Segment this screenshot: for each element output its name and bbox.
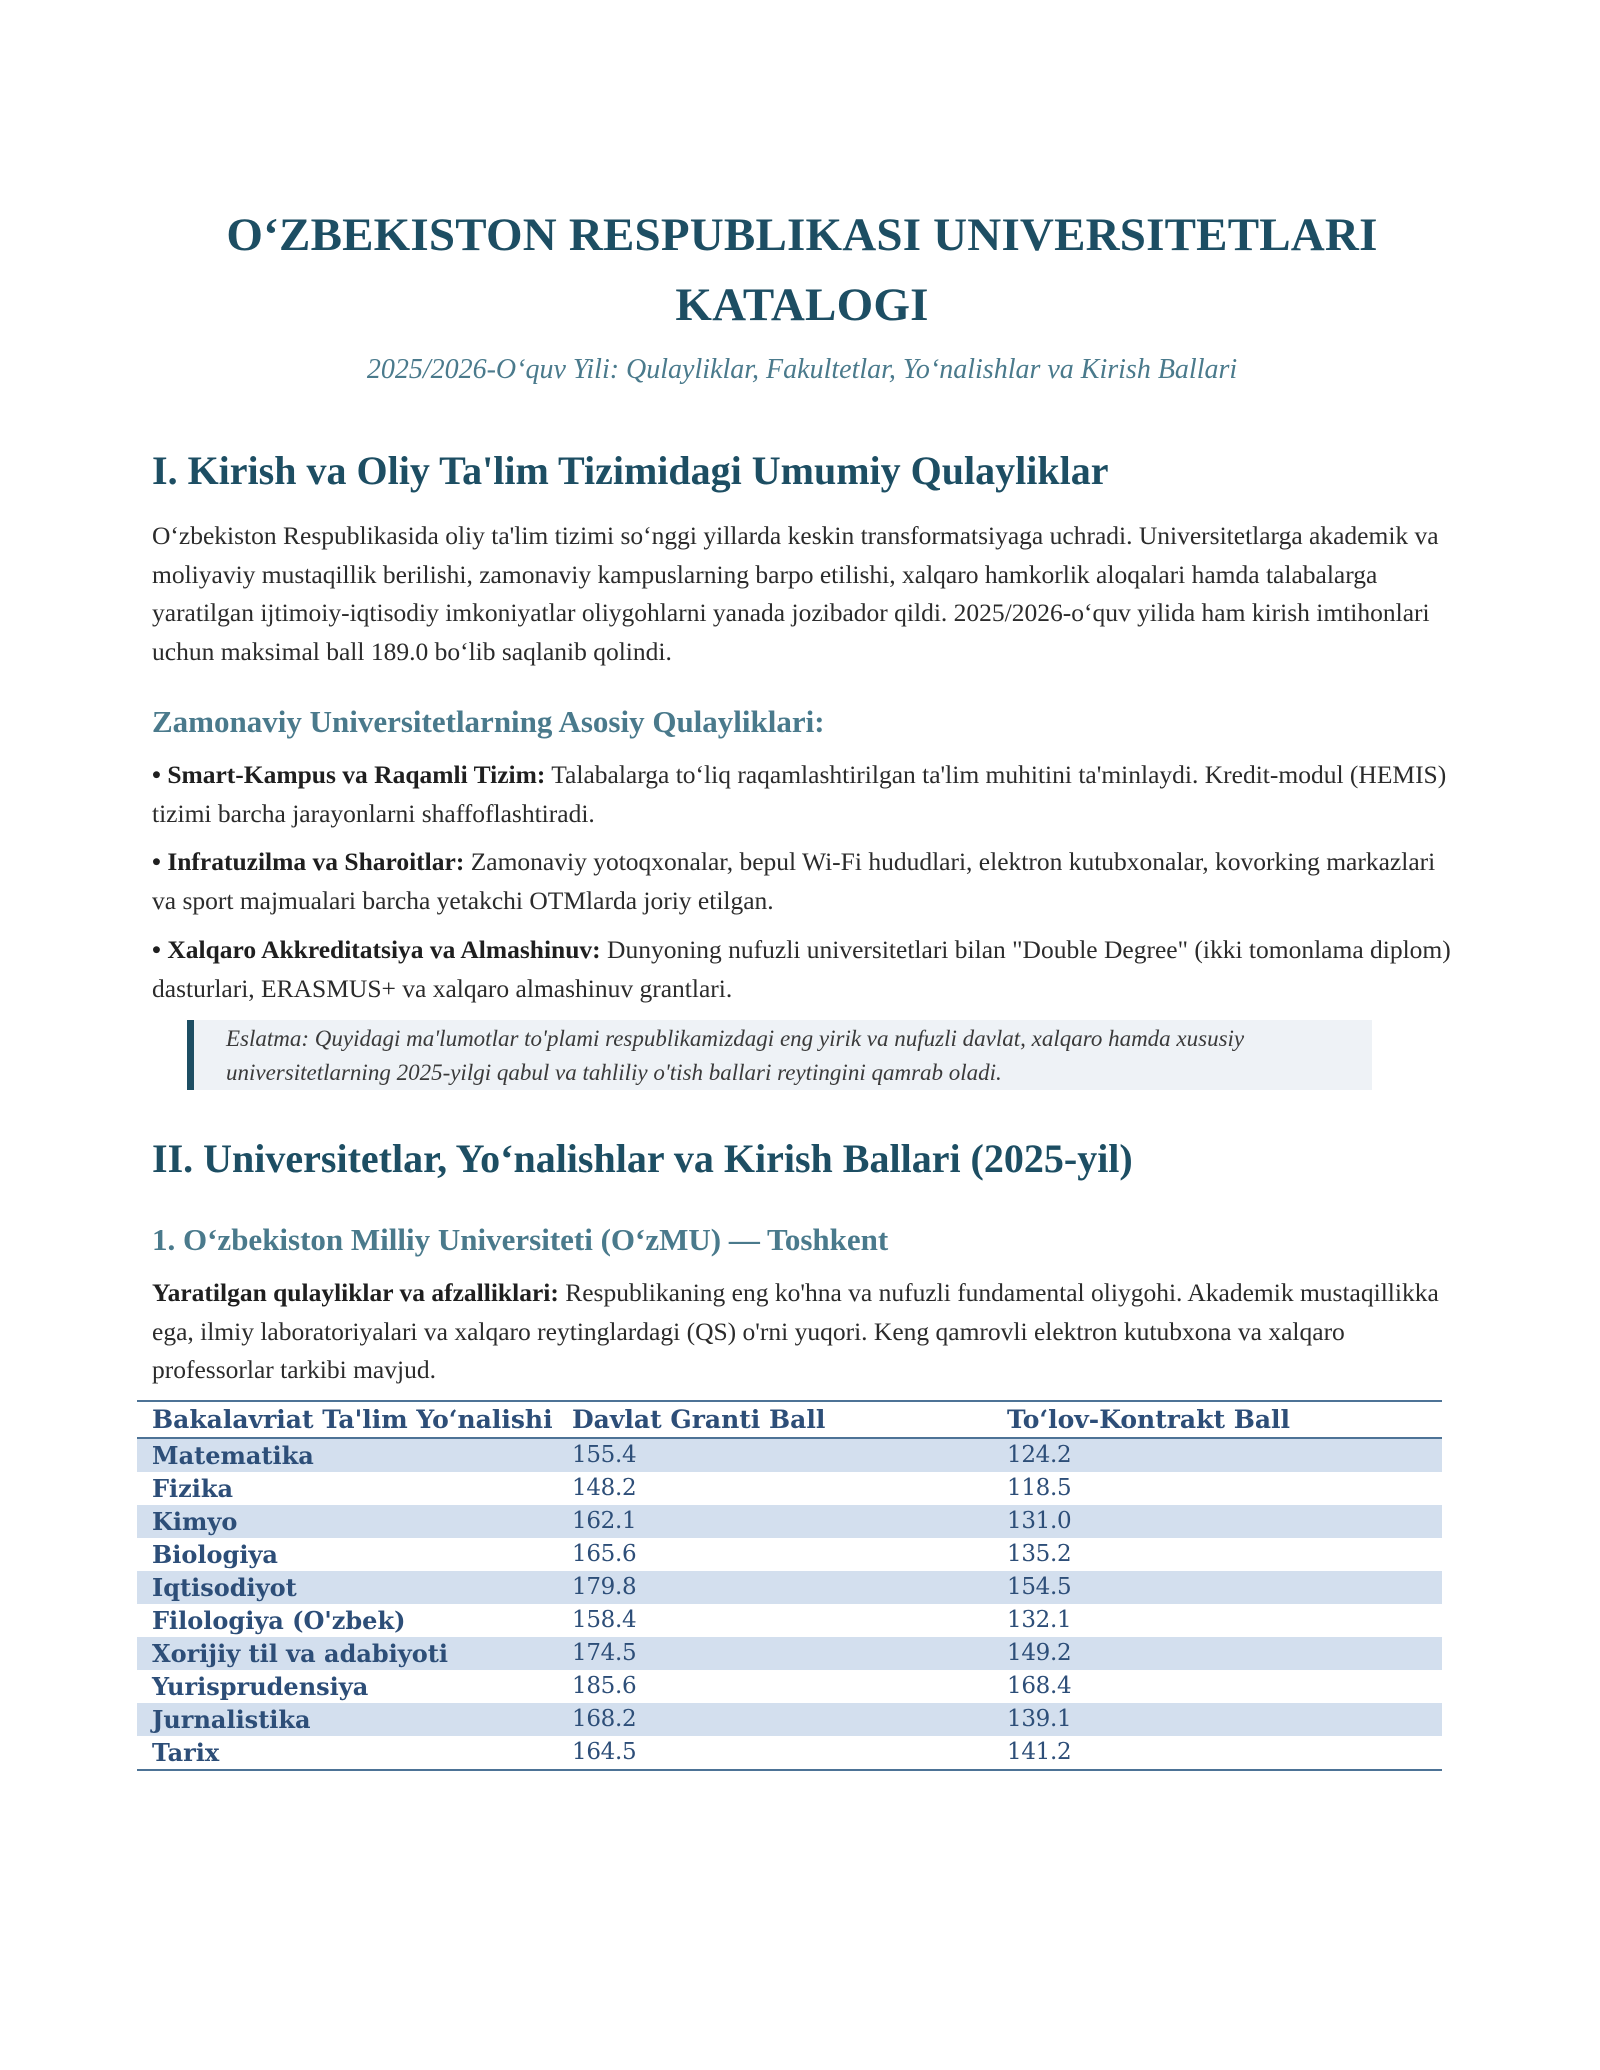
document-title-line1: O‘ZBEKISTON RESPUBLIKASI UNIVERSITETLARI [226,209,1378,261]
cell-contract-score: 131.0 [1007,1508,1072,1534]
cell-grant-score: 155.4 [572,1442,637,1468]
university-heading: 1. O‘zbekiston Milliy Universiteti (O‘zMU) — Toshkent [152,1222,889,1257]
cell-contract-score: 132.1 [1007,1607,1072,1633]
feature-item-accreditation [152,931,1462,1008]
table-row [137,1439,1442,1472]
cell-grant-score: 162.1 [572,1508,637,1534]
advantages-text: Respublikaning eng ko'hna va nufuzli fundamental oliygohi. Akademik mustaqillikka ega, ilmiy laboratoriyalari va xalqaro reytinglardagi (QS) o'rni yuqori. Keng qamrovli elektron kutubxona va xalqaro professorlar tarkibi mavjud. [152,1278,1439,1384]
feature-text: Talabalarga to‘liq raqamlashtirilgan ta'lim muhitini ta'minlaydi. Kredit-modul (HEMIS) tizimi barcha jarayonlarni shaffoflashtiradi. [152,760,1447,828]
section1-heading: I. Kirish va Oliy Ta'lim Tizimidagi Umumiy Qulayliklar [152,448,1109,493]
column-header-grant: Davlat Granti Ball [572,1405,826,1434]
table-header-row [137,1402,1442,1439]
cell-contract-score: 124.2 [1007,1442,1072,1468]
cell-contract-score: 141.2 [1007,1739,1072,1765]
cell-contract-score: 139.1 [1007,1706,1072,1732]
cell-contract-score: 149.2 [1007,1640,1072,1666]
cell-contract-score: 154.5 [1007,1574,1072,1600]
feature-label: Infratuzilma va Sharoitlar: [167,847,465,876]
university-advantages [152,1274,1462,1390]
feature-label: Smart-Kampus va Raqamli Tizim: [167,760,546,789]
table-body [137,1439,1442,1769]
cell-direction: Tarix [152,1738,220,1767]
cell-direction: Biologiya [152,1540,278,1569]
table-row [137,1505,1442,1538]
cell-direction: Filologiya (O'zbek) [152,1606,406,1635]
feature-item-infrastructure [152,843,1462,920]
cell-grant-score: 148.2 [572,1475,637,1501]
cell-grant-score: 174.5 [572,1640,637,1666]
cell-direction: Jurnalistika [152,1705,311,1734]
features-heading: Zamonaviy Universitetlarning Asosiy Qulayliklari: [152,704,825,739]
table-row [137,1670,1442,1703]
cell-grant-score: 179.8 [572,1574,637,1600]
table-row [137,1538,1442,1571]
feature-bullet: • [152,847,161,876]
cell-direction: Fizika [152,1474,234,1503]
feature-bullet: • [152,935,161,964]
table-row [137,1637,1442,1670]
table-row [137,1472,1442,1505]
cell-grant-score: 165.6 [572,1541,637,1567]
cell-grant-score: 185.6 [572,1673,637,1699]
column-header-contract: To‘lov-Kontrakt Ball [1007,1405,1291,1434]
feature-label: Xalqaro Akkreditatsiya va Almashinuv: [167,935,601,964]
cell-grant-score: 164.5 [572,1739,637,1765]
cell-direction: Kimyo [152,1507,238,1536]
admission-scores-table [137,1400,1442,1771]
document-subtitle: 2025/2026-O‘quv Yili: Qulayliklar, Fakultetlar, Yo‘nalishlar va Kirish Ballari [366,354,1238,385]
cell-direction: Iqtisodiyot [152,1573,297,1602]
cell-contract-score: 118.5 [1007,1475,1072,1501]
cell-direction: Yurisprudensiya [152,1672,369,1701]
feature-bullet: • [152,760,161,789]
column-header-direction: Bakalavriat Ta'lim Yo‘nalishi [152,1405,553,1434]
table-row [137,1736,1442,1769]
cell-grant-score: 158.4 [572,1607,637,1633]
advantages-label: Yaratilgan qulayliklar va afzalliklari: [152,1278,559,1307]
document-title [152,200,1452,340]
cell-contract-score: 168.4 [1007,1673,1072,1699]
table-row [137,1703,1442,1736]
table-row [137,1571,1442,1604]
feature-text: Zamonaviy yotoqxonalar, bepul Wi-Fi hududlari, elektron kutubxonalar, kovorking markazlari va sport majmualari barcha yetakchi OTMlarda joriy etilgan. [152,847,1436,915]
table-row [137,1604,1442,1637]
section1-intro: O‘zbekiston Respublikasida oliy ta'lim tizimi so‘nggi yillarda keskin transformatsiyaga uchradi. Universitetlarga akademik va moliyaviy mustaqillik berilishi, zamonaviy kampuslarning barpo etilishi, xalqaro hamkorlik aloqalari hamda talabalarga yaratilgan ijtimoiy-iqtisodiy imkoniyatlar oliygohlarni yanada jozibador qildi. 2025/2026-o‘quv yilida ham kirish imtihonlari uchun maksimal ball 189.0 bo‘lib saqlanib qolindi. [152,521,1439,666]
note-callout: Eslatma: Quyidagi ma'lumotlar to'plami respublikamizdagi eng yirik va nufuzli davlat, xalqaro hamda xususiy universitetlarning 2025-yilgi qabul va tahliliy o'tish ballari reytingini qamrab oladi. [187,1020,1372,1090]
cell-direction: Xorijiy til va adabiyoti [152,1639,448,1668]
cell-direction: Matematika [152,1441,314,1470]
section2-heading: II. Universitetlar, Yo‘nalishlar va Kirish Ballari (2025-yil) [152,1136,1133,1181]
cell-grant-score: 168.2 [572,1706,637,1732]
cell-contract-score: 135.2 [1007,1541,1072,1567]
feature-text: Dunyoning nufuzli universitetlari bilan "Double Degree" (ikki tomonlama diplom) dasturlari, ERASMUS+ va xalqaro almashinuv grantlari. [152,935,1451,1003]
document-title-line2: KATALOGI [675,279,929,331]
feature-item-smart-campus [152,756,1462,833]
